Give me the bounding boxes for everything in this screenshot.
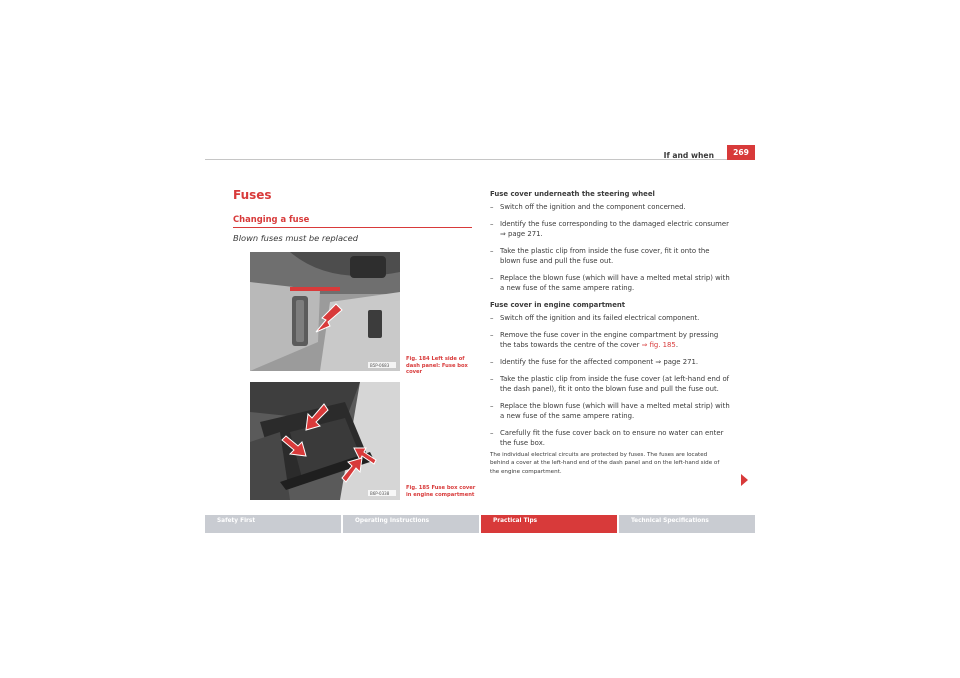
footer-nav <box>205 515 755 533</box>
figure-dash-panel <box>250 252 400 371</box>
step: – Replace the blown fuse (which will have a melted metal strip) with a new fuse of the same ampere rating. <box>490 273 730 293</box>
step: – Switch off the ignition and its failed electrical component. <box>490 313 730 323</box>
step: – Take the plastic clip from inside the fuse cover (at left-hand end of the dash panel), fit it onto the blown fuse and pull the fuse out. <box>490 374 730 394</box>
footer-tab-technical-specifications[interactable]: Technical Specifications <box>619 515 755 533</box>
figure-code: B5P-0683 <box>370 363 390 368</box>
figure-link[interactable]: ⇒ fig. 185 <box>641 341 676 350</box>
next-page-arrow-icon[interactable] <box>741 474 748 486</box>
step: – Identify the fuse for the affected component ⇒ page 271. <box>490 357 730 367</box>
figure-caption: Fig. 184 Left side of dash panel: Fuse box cover <box>406 356 468 375</box>
step-text-end: . <box>675 341 679 350</box>
step-text: Remove the fuse cover in the engine compartment by pressing the tabs towards the centre of the cover <box>500 331 719 350</box>
figure-caption: Fig. 185 Fuse box cover in engine compartment <box>406 485 476 498</box>
step: – Take the plastic clip from inside the fuse cover, fit it onto the blown fuse and pull the fuse out. <box>490 246 730 266</box>
subtitle: Blown fuses must be replaced <box>233 233 358 243</box>
header-title: If and when <box>663 151 714 160</box>
sub-heading: Changing a fuse <box>233 214 310 224</box>
engine-heading: Fuse cover in engine compartment <box>490 301 626 309</box>
step: – Replace the blown fuse (which will have a melted metal strip) with a new fuse of the same ampere rating. <box>490 401 730 421</box>
steering-heading: Fuse cover underneath the steering wheel <box>490 190 655 198</box>
step: – Switch off the ignition and the component concerned. <box>490 202 730 212</box>
footer-tab-operating-instructions[interactable]: Operating Instructions <box>343 515 479 533</box>
section-heading: Fuses <box>233 188 272 202</box>
footer-tab-practical-tips[interactable]: Practical Tips <box>481 515 617 533</box>
footer-tab-safety-first[interactable]: Safety First <box>205 515 341 533</box>
instructions <box>490 189 730 455</box>
sub-heading-rule <box>233 227 472 228</box>
page-number: 269 <box>727 145 755 160</box>
figure-code: B6P-0338 <box>370 491 390 496</box>
figure-engine-fusebox <box>250 382 400 500</box>
step: – Identify the fuse corresponding to the damaged electric consumer ⇒ page 271. <box>490 219 730 239</box>
step: – Carefully fit the fuse cover back on to ensure no water can enter the fuse box. <box>490 428 730 448</box>
note-paragraph: The individual electrical circuits are protected by fuses. The fuses are located behind a cover at the left-hand end of the dash panel and on the left-hand side of the engine compartment. <box>490 452 720 475</box>
step <box>490 330 730 350</box>
